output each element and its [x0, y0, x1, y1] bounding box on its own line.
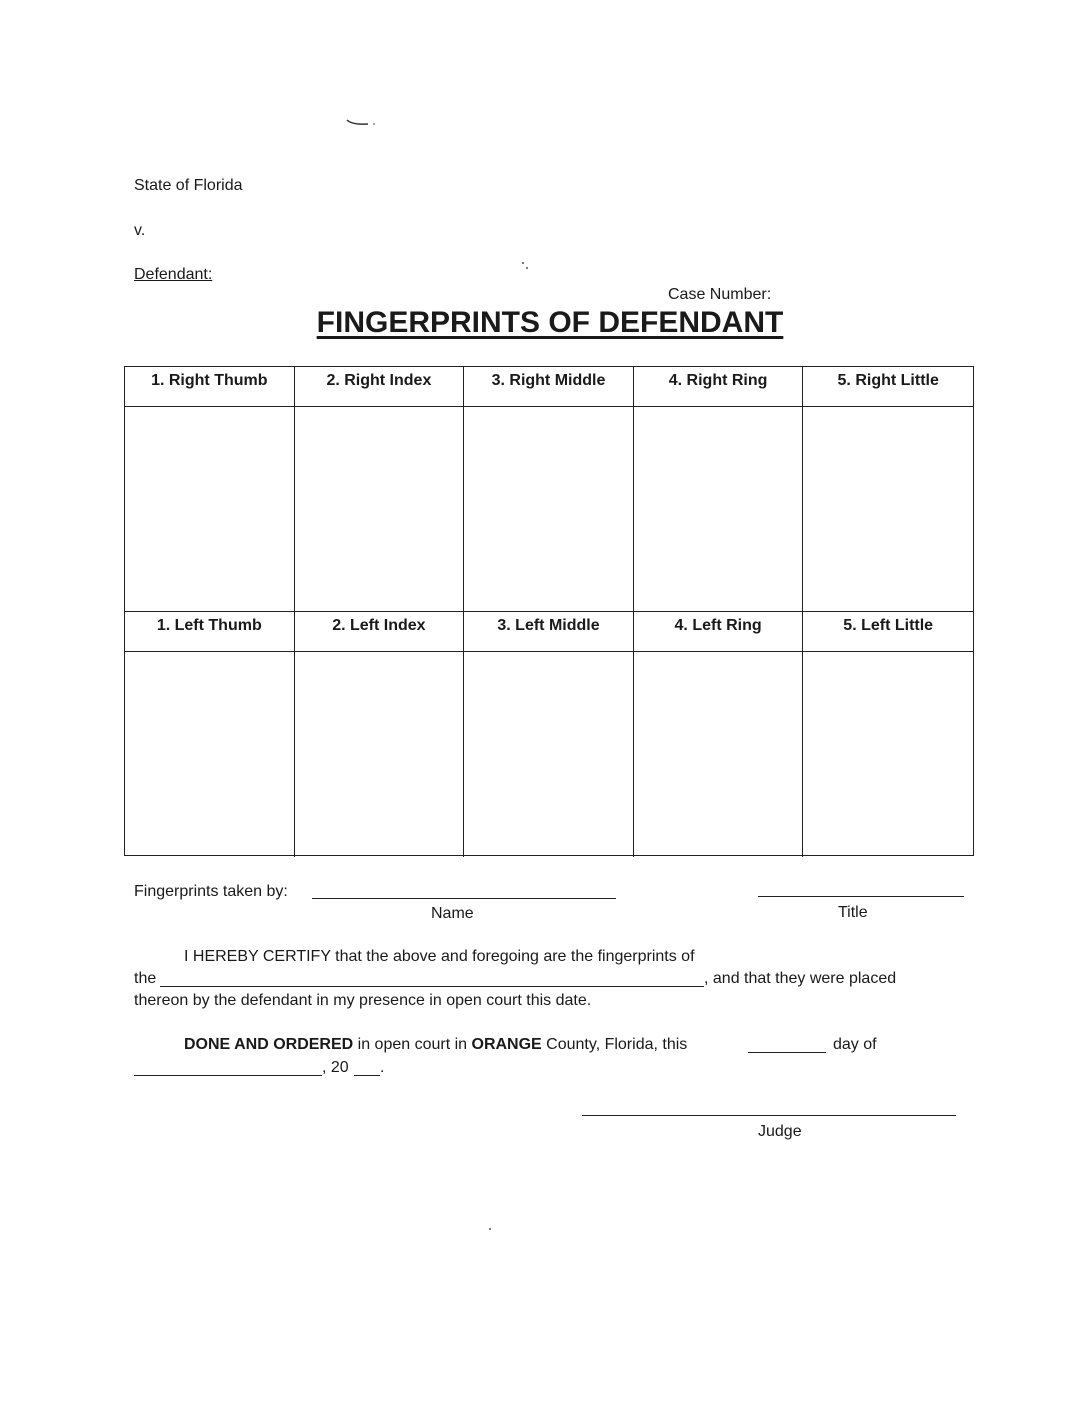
order-year-suffix: .: [380, 1059, 385, 1076]
taken-by-title-line[interactable]: [758, 896, 964, 897]
page-title: FINGERPRINTS OF DEFENDANT: [316, 306, 784, 339]
left-little-print-box[interactable]: [803, 652, 973, 857]
certify-defendant-line[interactable]: [160, 986, 704, 987]
title-caption: Title: [838, 904, 868, 921]
certify-line-2-start: the: [134, 970, 157, 987]
scan-dot: [522, 262, 524, 264]
scan-mark: [346, 118, 376, 128]
defendant-label: Defendant:: [134, 266, 213, 283]
left-thumb-header: 1. Left Thumb: [125, 612, 295, 652]
left-index-print-box[interactable]: [295, 652, 465, 857]
order-year-prefix: , 20: [322, 1059, 349, 1076]
right-middle-header: 3. Right Middle: [464, 367, 634, 407]
order-line-1: [184, 1035, 687, 1055]
left-index-header: 2. Left Index: [295, 612, 465, 652]
order-done: DONE AND ORDERED: [184, 1036, 354, 1053]
right-ring-print-box[interactable]: [634, 407, 804, 612]
certify-line-3: thereon by the defendant in my presence in open court this date.: [134, 992, 592, 1009]
right-thumb-print-box[interactable]: [125, 407, 295, 612]
order-day-of: day of: [833, 1036, 877, 1053]
right-ring-header: 4. Right Ring: [634, 367, 804, 407]
scan-dot: [489, 1228, 491, 1230]
right-index-print-box[interactable]: [295, 407, 465, 612]
left-ring-print-box[interactable]: [634, 652, 804, 857]
state-label: State of Florida: [134, 177, 243, 194]
taken-by-name-line[interactable]: [312, 898, 616, 899]
order-county-rest: County, Florida, this: [541, 1036, 688, 1053]
right-index-header: 2. Right Index: [295, 367, 465, 407]
left-middle-print-box[interactable]: [464, 652, 634, 857]
right-middle-print-box[interactable]: [464, 407, 634, 612]
right-thumb-header: 1. Right Thumb: [125, 367, 295, 407]
scan-dot: [526, 267, 528, 269]
order-month-line[interactable]: [134, 1075, 322, 1076]
fingerprint-grid: [124, 366, 974, 856]
right-little-print-box[interactable]: [803, 407, 973, 612]
left-thumb-print-box[interactable]: [125, 652, 295, 857]
order-day-line[interactable]: [748, 1052, 826, 1053]
certify-line-2-end: , and that they were placed: [704, 970, 897, 987]
taken-by-label: Fingerprints taken by:: [134, 883, 288, 900]
case-number-label: Case Number:: [668, 286, 772, 303]
left-ring-header: 4. Left Ring: [634, 612, 804, 652]
left-little-header: 5. Left Little: [803, 612, 973, 652]
versus-label: v.: [134, 222, 146, 239]
judge-caption: Judge: [758, 1123, 802, 1140]
order-year-line[interactable]: [354, 1075, 380, 1076]
judge-signature-line[interactable]: [582, 1115, 956, 1116]
certify-line-1: I HEREBY CERTIFY that the above and foregoing are the fingerprints of: [184, 948, 695, 965]
right-little-header: 5. Right Little: [803, 367, 973, 407]
order-county: ORANGE: [471, 1036, 542, 1053]
name-caption: Name: [431, 905, 474, 922]
order-in-court: in open court in: [353, 1036, 472, 1053]
left-middle-header: 3. Left Middle: [464, 612, 634, 652]
